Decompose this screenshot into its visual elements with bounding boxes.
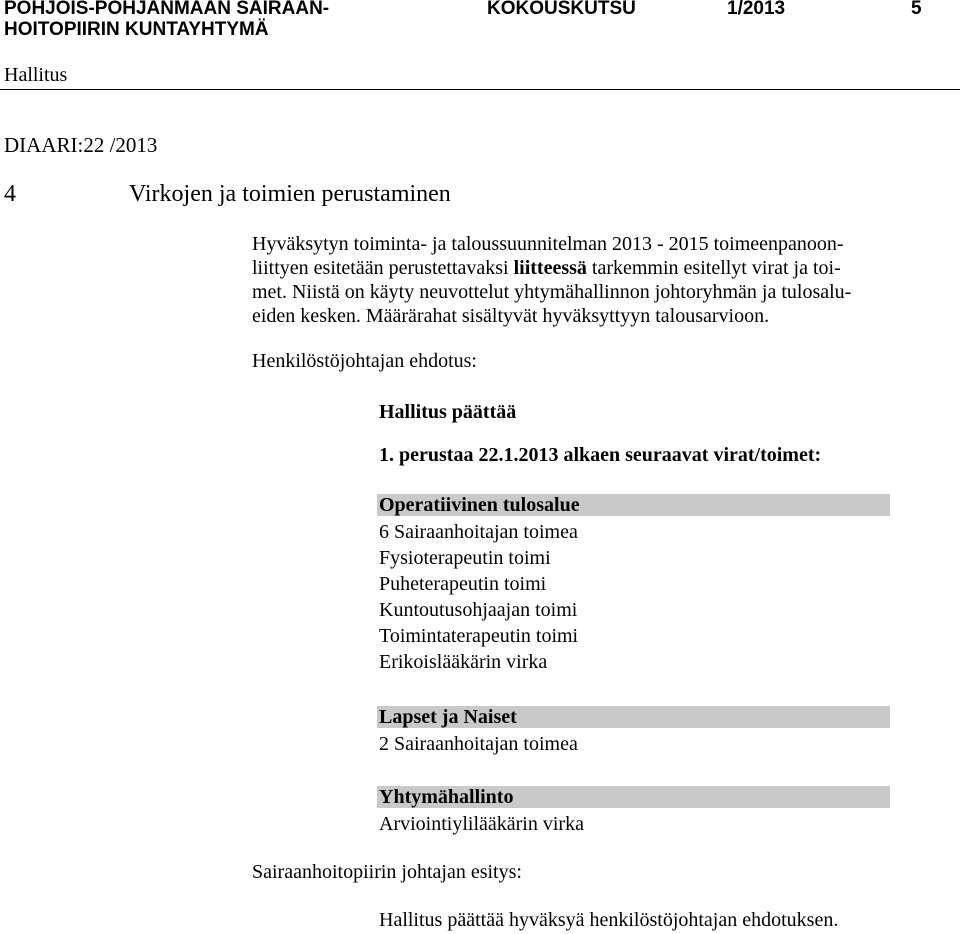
section-number: 4: [4, 181, 16, 207]
final-decision: Hallitus päättää hyväksyä henkilöstöjohtajan ehdotuksen.: [379, 909, 839, 931]
header-rule: [0, 89, 960, 90]
intro-line-1: Hyväksytyn toiminta- ja taloussuunnitelman 2013 - 2015 toimeenpanoon-: [252, 233, 844, 255]
document-type: KOKOUSKUTSU: [487, 0, 636, 19]
diaari-number: DIAARI:22 /2013: [4, 133, 158, 157]
position-item: 2 Sairaanhoitajan toimea: [379, 733, 578, 755]
unit-name: Yhtymähallinto: [379, 786, 514, 808]
proposal-label: Henkilöstöjohtajan ehdotus:: [252, 350, 477, 372]
body-name: Hallitus: [4, 64, 68, 86]
position-item: Toimintaterapeutin toimi: [379, 625, 579, 647]
org-name-line1: POHJOIS-POHJANMAAN SAIRAAN-: [4, 0, 330, 19]
meeting-number: 1/2013: [727, 0, 786, 19]
position-item: Puheterapeutin toimi: [379, 573, 547, 595]
position-item: Fysioterapeutin toimi: [379, 547, 551, 569]
decision-heading: Hallitus päättää: [379, 401, 517, 423]
section-title: Virkojen ja toimien perustaminen: [129, 181, 451, 207]
position-item: 6 Sairaanhoitajan toimea: [379, 521, 578, 543]
director-proposal-label: Sairaanhoitopiirin johtajan esitys:: [252, 861, 522, 883]
position-item: Erikoislääkärin virka: [379, 651, 548, 673]
attachment-reference: liitteessä: [513, 257, 587, 279]
unit-name: Operatiivinen tulosalue: [379, 494, 580, 516]
unit-name: Lapset ja Naiset: [379, 706, 517, 728]
org-name-line2: HOITOPIIRIN KUNTAYHTYMÄ: [4, 19, 269, 40]
intro-line-3: met. Niistä on käyty neuvottelut yhtymähallinnon johtoryhmän ja tulosalu-: [252, 281, 852, 303]
decision-item-1: 1. perustaa 22.1.2013 alkaen seuraavat virat/toimet:: [379, 444, 822, 466]
position-item: Arviointiylilääkärin virka: [379, 813, 584, 835]
position-item: Kuntoutusohjaajan toimi: [379, 599, 578, 621]
intro-line-4: eiden kesken. Määrärahat sisältyvät hyväksyttyyn talousarvioon.: [252, 305, 770, 327]
intro-line-2: liittyen esitetään perustettavaksi liitteessä tarkemmin esitellyt virat ja toi-: [252, 257, 841, 279]
page-number: 5: [911, 0, 922, 19]
